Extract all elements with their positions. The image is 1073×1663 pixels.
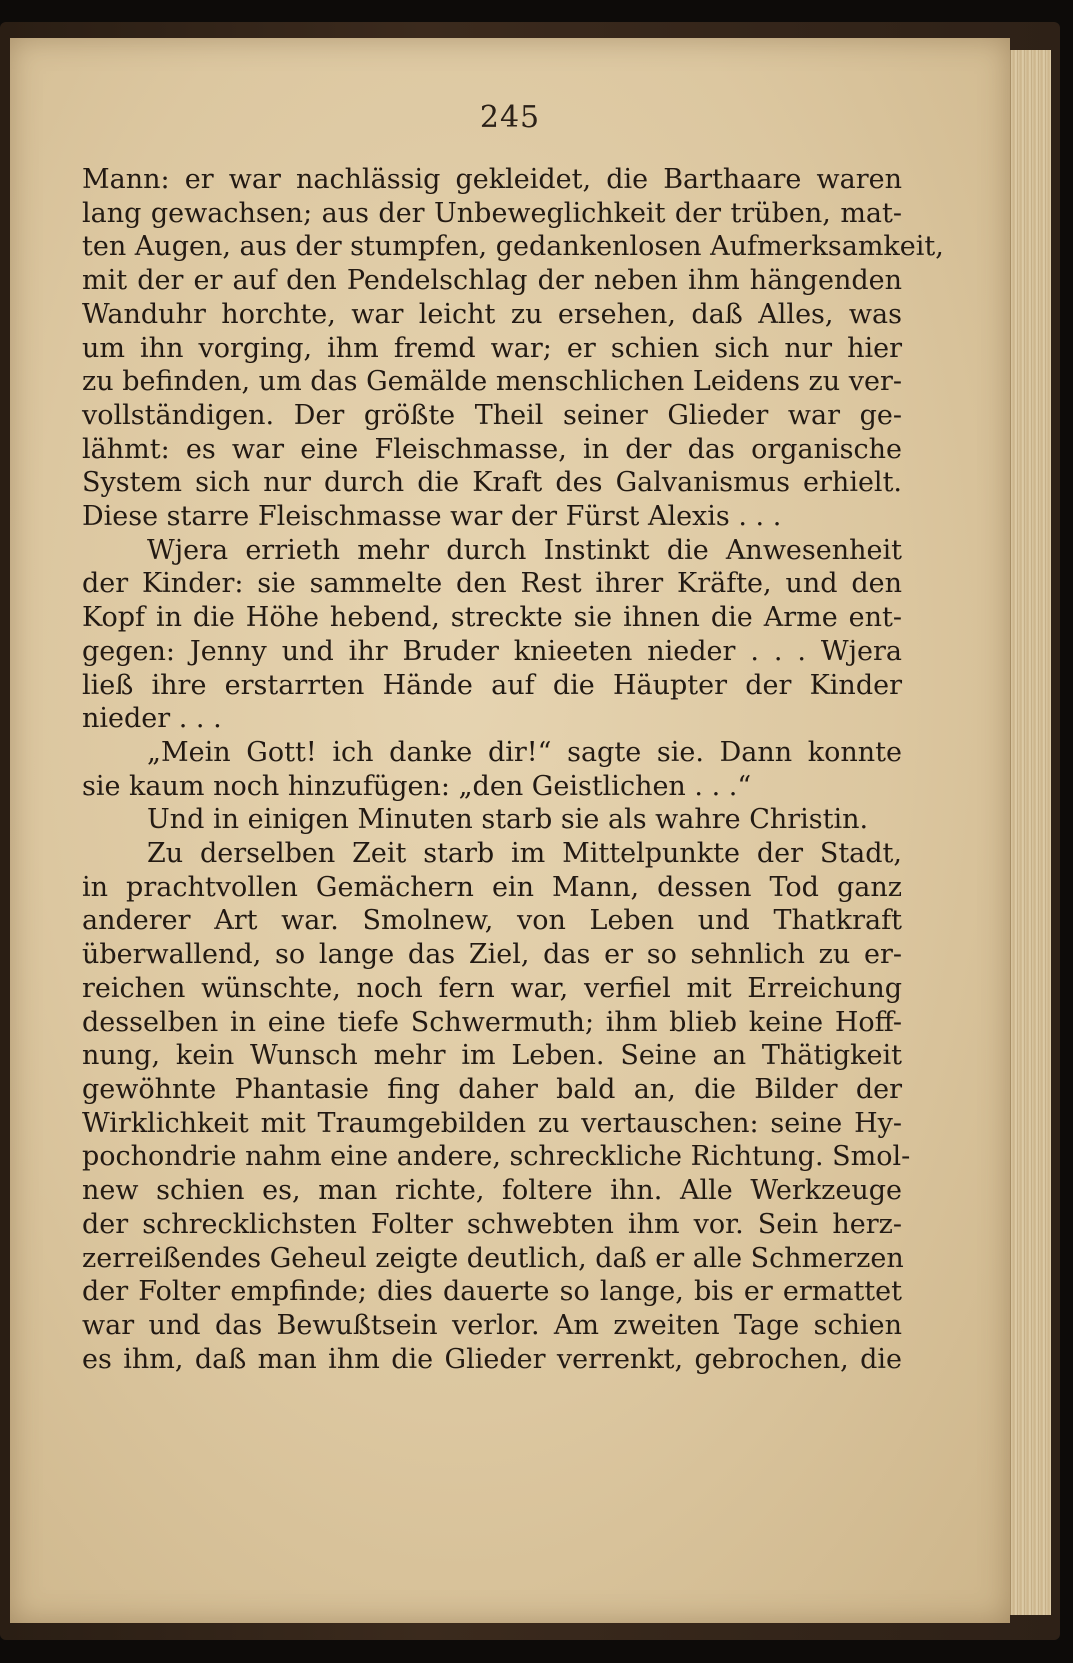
text-line: der Folter empfinde; dies dauerte so lange, bis er ermattet [82, 1276, 902, 1308]
text-line: nieder . . . [82, 703, 222, 735]
text-line: gegen: Jenny und ihr Bruder knieeten nieder . . . Wjera [82, 635, 902, 667]
text-line: Diese starre Fleischmasse war der Fürst Alexis . . . [82, 501, 782, 533]
text-line: pochondrie nahm eine andere, schreckliche Richtung. Smol- [82, 1141, 911, 1173]
page-edges [1010, 50, 1051, 1615]
text-line: Mann: er war nachlässig gekleidet, die Barthaare waren [82, 164, 902, 195]
text-line: zu befinden, um das Gemälde menschlichen Leidens zu ver- [82, 366, 902, 398]
text-line: sie kaum noch hinzufügen: „den Geistlichen . . .“ [82, 770, 752, 802]
text-line: ließ ihre erstarrten Hände auf die Häupter der Kinder [82, 669, 902, 701]
text-line: in prachtvollen Gemächern ein Mann, dessen Tod ganz [82, 871, 902, 903]
text-line: Wanduhr horchte, war leicht zu ersehen, daß Alles, was [82, 298, 902, 330]
text-line: desselben in eine tiefe Schwermuth; ihm blieb keine Hoff- [82, 1006, 902, 1038]
text-line: anderer Art war. Smolnew, von Leben und Thatkraft [82, 905, 902, 937]
text-line: überwallend, so lange das Ziel, das er so sehnlich zu er- [82, 939, 902, 971]
text-line: ten Augen, aus der stumpfen, gedankenlosen Aufmerksamkeit, [82, 231, 944, 263]
text-line: der Kinder: sie sammelte den Rest ihrer Kräfte, und den [82, 568, 902, 600]
text-line: System sich nur durch die Kraft des Galvanismus erhielt. [82, 467, 902, 499]
page-text [82, 163, 944, 1376]
text-line: mit der er auf den Pendelschlag der neben ihm hängenden [82, 265, 902, 297]
text-line: es ihm, daß man ihm die Glieder verrenkt, gebrochen, die [82, 1343, 902, 1375]
text-line: „Mein Gott! ich danke dir!“ sagte sie. Dann konnte [147, 736, 902, 768]
text-line: der schrecklichsten Folter schwebten ihm vor. Sein herz- [82, 1208, 902, 1240]
text-line: Zu derselben Zeit starb im Mittelpunkte der Stadt, [147, 838, 902, 870]
text-line: lähmt: es war eine Fleischmasse, in der das organische [82, 433, 902, 465]
text-line: Wjera errieth mehr durch Instinkt die Anwesenheit [147, 534, 902, 566]
text-line: war und das Bewußtsein verlor. Am zweiten Tage schien [82, 1309, 902, 1341]
text-line: new schien es, man richte, foltere ihn. Alle Werkzeuge [82, 1175, 902, 1207]
text-line: nung, kein Wunsch mehr im Leben. Seine an Thätigkeit [82, 1040, 902, 1072]
text-line: vollständigen. Der größte Theil seiner Glieder war ge- [82, 399, 902, 431]
text-line: lang gewachsen; aus der Unbeweglichkeit der trüben, mat- [82, 197, 902, 229]
text-line: zerreißendes Geheul zeigte deutlich, daß er alle Schmerzen [82, 1242, 904, 1274]
page-number: 245 [479, 100, 541, 135]
text-line: Kopf in die Höhe hebend, streckte sie ihnen die Arme ent- [82, 602, 902, 634]
text-line: Und in einigen Minuten starb sie als wahre Christin. [147, 804, 869, 836]
text-line: gewöhnte Phantasie fing daher bald an, die Bilder der [82, 1073, 902, 1105]
text-line: um ihn vorging, ihm fremd war; er schien sich nur hier [82, 332, 902, 364]
text-line: Wirklichkeit mit Traumgebilden zu vertauschen: seine Hy- [82, 1107, 902, 1139]
text-line: reichen wünschte, noch fern war, verfiel mit Erreichung [82, 972, 902, 1004]
